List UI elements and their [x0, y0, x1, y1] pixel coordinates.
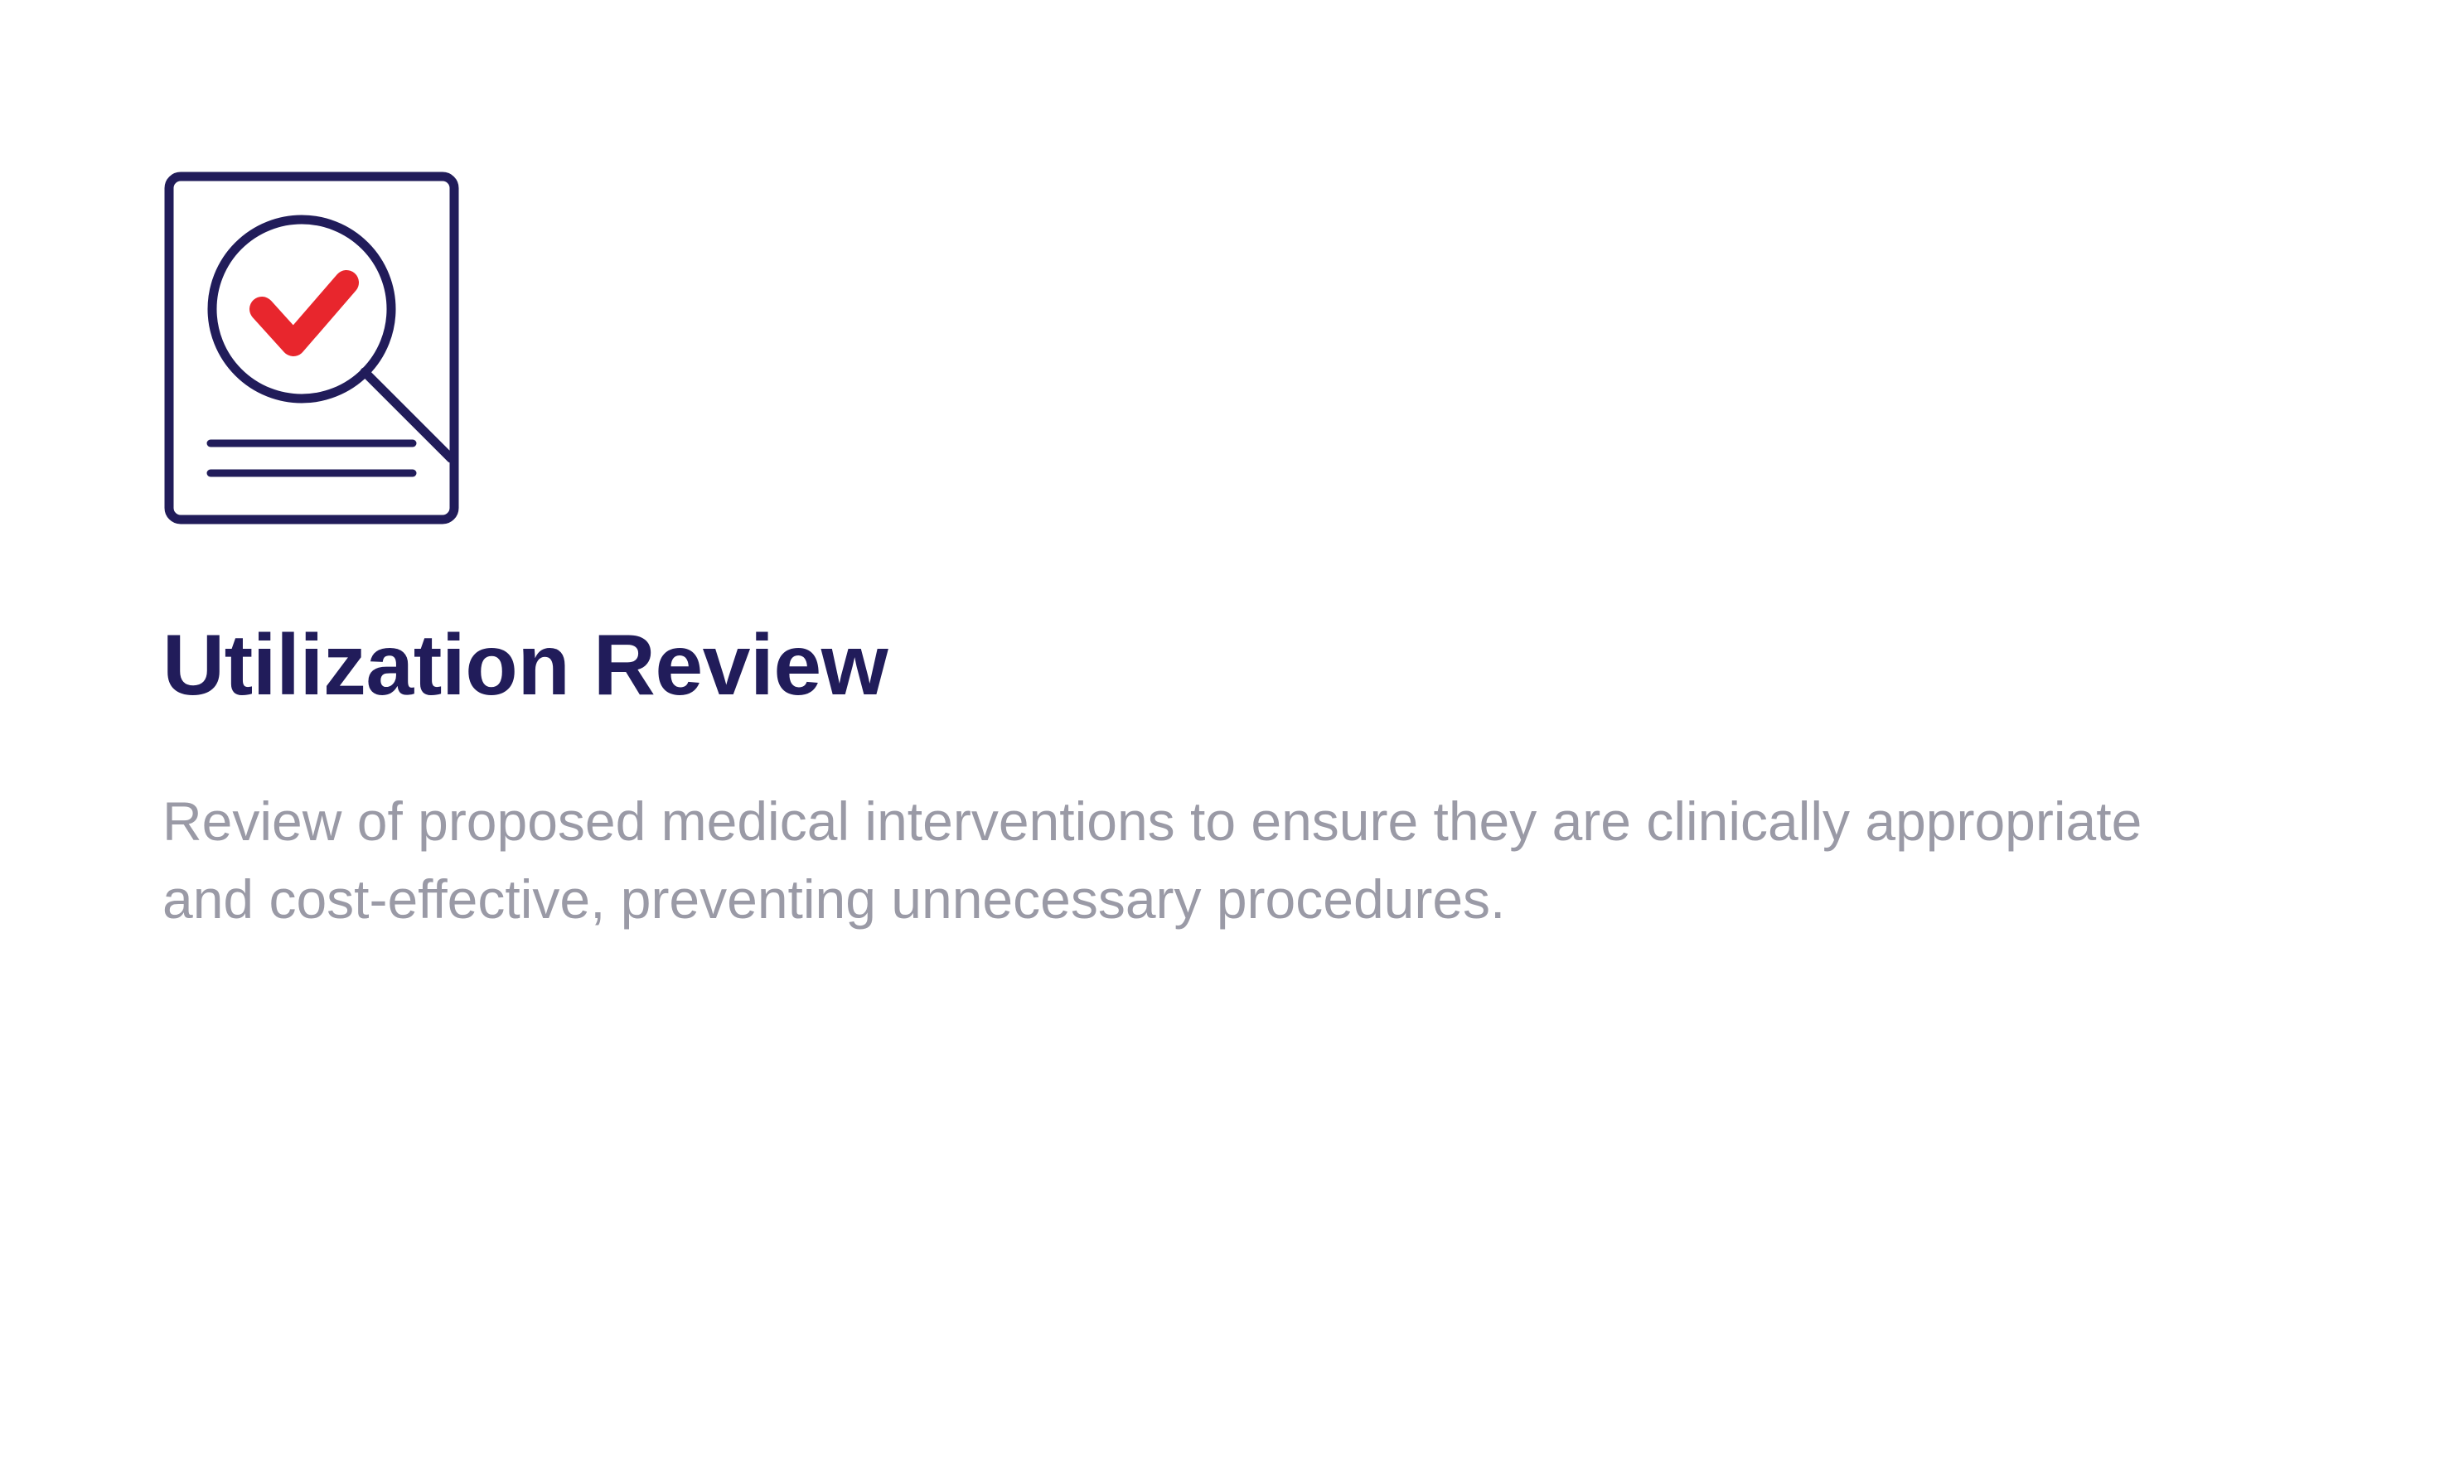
document-magnifier-check-icon	[162, 170, 461, 526]
page-title: Utilization Review	[162, 617, 888, 713]
card-description: Review of proposed medical interventions to ensure they are clinically appropriate and cost-effective, preventing unnecessary procedures.	[162, 790, 2142, 931]
